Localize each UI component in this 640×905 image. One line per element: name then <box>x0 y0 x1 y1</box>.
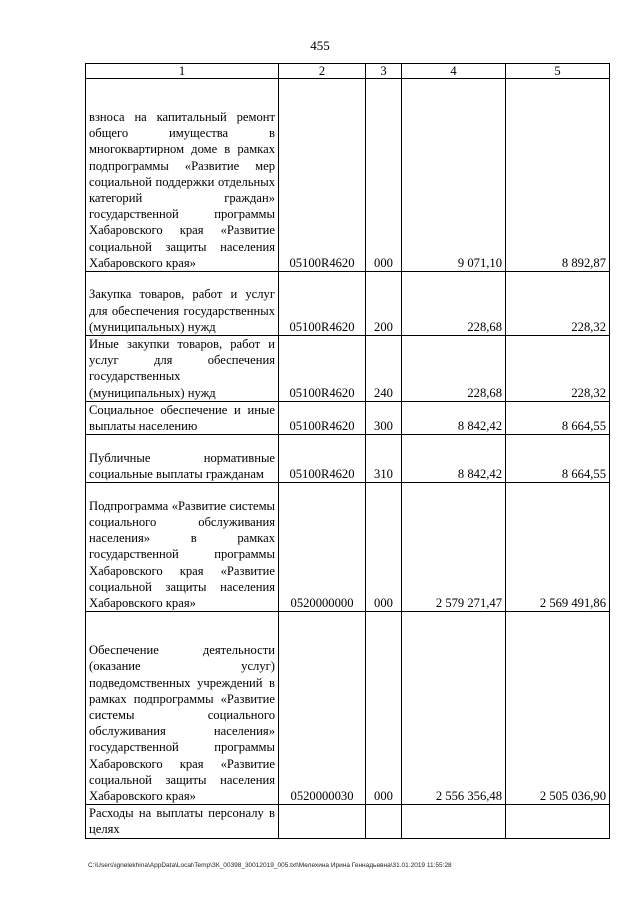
table-row <box>86 401 610 434</box>
row-sum-2: 228,32 <box>506 336 610 402</box>
row-sum-2: 228,32 <box>506 272 610 336</box>
row-code: 05100R4620 <box>279 435 366 483</box>
column-header: 3 <box>366 64 402 79</box>
row-name: Подпрограмма «Развитие системы социального обслуживания населения» в рамках государственной программы Хабаровского края «Развитие социальной защиты населения Хабаровского края» <box>86 483 279 612</box>
column-header: 5 <box>506 64 610 79</box>
row-sum-1: 9 071,10 <box>402 79 506 272</box>
row-code: 05100R4620 <box>279 79 366 272</box>
row-type: 000 <box>366 79 402 272</box>
row-type <box>366 805 402 838</box>
row-type: 200 <box>366 272 402 336</box>
row-sum-2: 8 664,55 <box>506 435 610 483</box>
row-sum-1: 228,68 <box>402 272 506 336</box>
table-row <box>86 435 610 483</box>
row-code: 0520000000 <box>279 483 366 612</box>
row-code: 05100R4620 <box>279 336 366 402</box>
row-name: Социальное обеспечение и иные выплаты населению <box>86 401 279 434</box>
row-sum-2: 2 569 491,86 <box>506 483 610 612</box>
row-sum-1: 2 579 271,47 <box>402 483 506 612</box>
row-type: 300 <box>366 401 402 434</box>
table-row <box>86 272 610 336</box>
row-sum-2 <box>506 805 610 838</box>
table-row <box>86 79 610 272</box>
row-sum-2: 8 664,55 <box>506 401 610 434</box>
table-row <box>86 805 610 838</box>
budget-table <box>85 63 610 839</box>
column-header: 1 <box>86 64 279 79</box>
row-code: 05100R4620 <box>279 401 366 434</box>
row-type: 000 <box>366 483 402 612</box>
table-row <box>86 612 610 805</box>
row-sum-1: 8 842,42 <box>402 401 506 434</box>
row-type: 240 <box>366 336 402 402</box>
table-header-row <box>86 64 610 79</box>
row-code <box>279 805 366 838</box>
row-name: взноса на капитальный ремонт общего имущества в многоквартирном доме в рамках подпрограммы «Развитие мер социальной поддержки отдельных категорий граждан» государственной программы Хабаровского края «Развитие социальной защиты населения Хабаровского края» <box>86 79 279 272</box>
file-path-footer: C:\Users\ignelekhina\AppData\Local\Temp\ЗК_00398_30012019_005.txt\Мелехина Ирина Геннадьевна\31.01.2019 11:55:28 <box>88 862 452 869</box>
row-sum-2: 2 505 036,90 <box>506 612 610 805</box>
row-sum-2: 8 892,87 <box>506 79 610 272</box>
column-header: 2 <box>279 64 366 79</box>
row-sum-1 <box>402 805 506 838</box>
table-row <box>86 483 610 612</box>
row-code: 05100R4620 <box>279 272 366 336</box>
row-name: Расходы на выплаты персоналу в целях <box>86 805 279 838</box>
row-name: Публичные нормативные социальные выплаты гражданам <box>86 435 279 483</box>
row-name: Закупка товаров, работ и услуг для обеспечения государственных (муниципальных) нужд <box>86 272 279 336</box>
row-name: Обеспечение деятельности (оказание услуг) подведомственных учреждений в рамках подпрограммы «Развитие системы социального обслуживания населения» государственной программы Хабаровского края «Развитие социальной защиты населения Хабаровского края» <box>86 612 279 805</box>
page-number: 455 <box>310 38 330 53</box>
row-sum-1: 2 556 356,48 <box>402 612 506 805</box>
row-name: Иные закупки товаров, работ и услуг для обеспечения государственных (муниципальных) нужд <box>86 336 279 402</box>
row-type: 000 <box>366 612 402 805</box>
table-row <box>86 336 610 402</box>
row-type: 310 <box>366 435 402 483</box>
row-sum-1: 228,68 <box>402 336 506 402</box>
row-sum-1: 8 842,42 <box>402 435 506 483</box>
row-code: 0520000030 <box>279 612 366 805</box>
column-header: 4 <box>402 64 506 79</box>
